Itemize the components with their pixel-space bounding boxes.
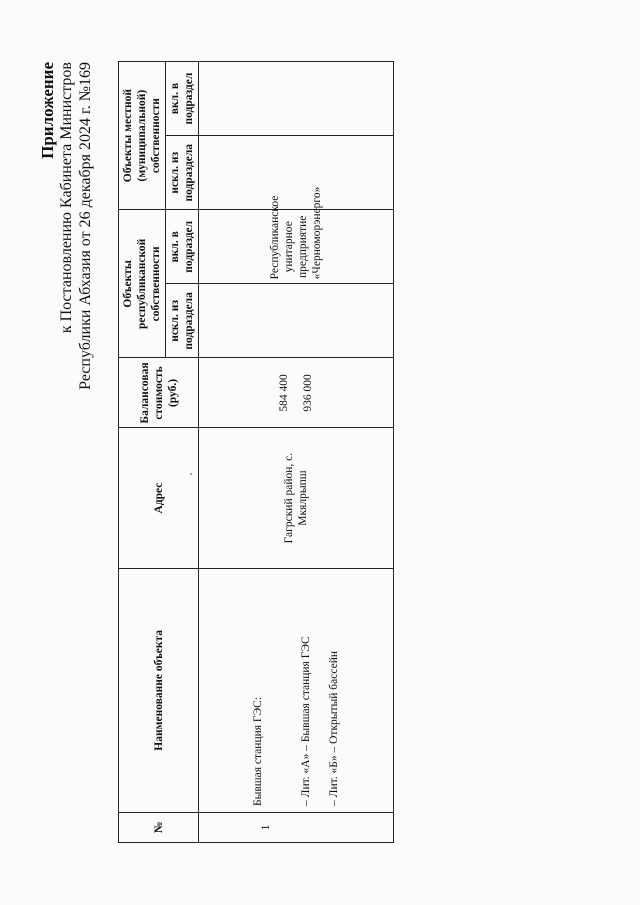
property-table (118, 61, 394, 843)
value-item-b: 936 000 (302, 374, 314, 412)
republic-include-cell: Республиканское унитарное предприятие «Черноморэнерго» (199, 210, 394, 284)
col-name: Наименование объекта (119, 568, 199, 812)
object-item-b: – Лит. «Б» – Открытый бассейн (328, 650, 340, 806)
object-name-cell (199, 568, 394, 812)
document-header (38, 62, 95, 390)
table-row (199, 62, 394, 843)
header-row-1 (119, 62, 166, 843)
col-value: Балансовая стоимость (руб.) (119, 358, 199, 428)
header-line-1: к Постановлению Кабинета Министров (58, 62, 75, 334)
value-item-a: 584 400 (278, 374, 290, 412)
appendix-title: Приложение (38, 62, 57, 159)
object-name-intro: Бывшая станция ГЭС: (252, 696, 264, 806)
row-number: 1 (199, 812, 394, 842)
scan-speck (190, 473, 192, 475)
col-republic-exclude: искл. из подраздела (166, 284, 199, 358)
municipal-include-cell (199, 62, 394, 136)
col-republic: Объекты республиканской собственности (119, 210, 166, 358)
value-cell (199, 358, 394, 428)
col-number: № (119, 812, 199, 842)
col-republic-include: вкл. в подраздел (166, 210, 199, 284)
col-municipal-exclude: искл. из подраздела (166, 136, 199, 210)
object-item-a: – Лит. «А» – Бывшая станция ГЭС (300, 636, 312, 806)
col-address: Адрес (119, 428, 199, 568)
col-municipal-include: вкл. в подраздел (166, 62, 199, 136)
address-cell: Гагрский район, с. Мкялрыпш (199, 428, 394, 568)
republic-exclude-cell (199, 284, 394, 358)
municipal-exclude-cell (199, 136, 394, 210)
col-municipal: Объекты местной (муниципальной) собственности (119, 62, 166, 210)
header-line-2: Республики Абхазия от 26 декабря 2024 г. №169 (77, 62, 94, 390)
